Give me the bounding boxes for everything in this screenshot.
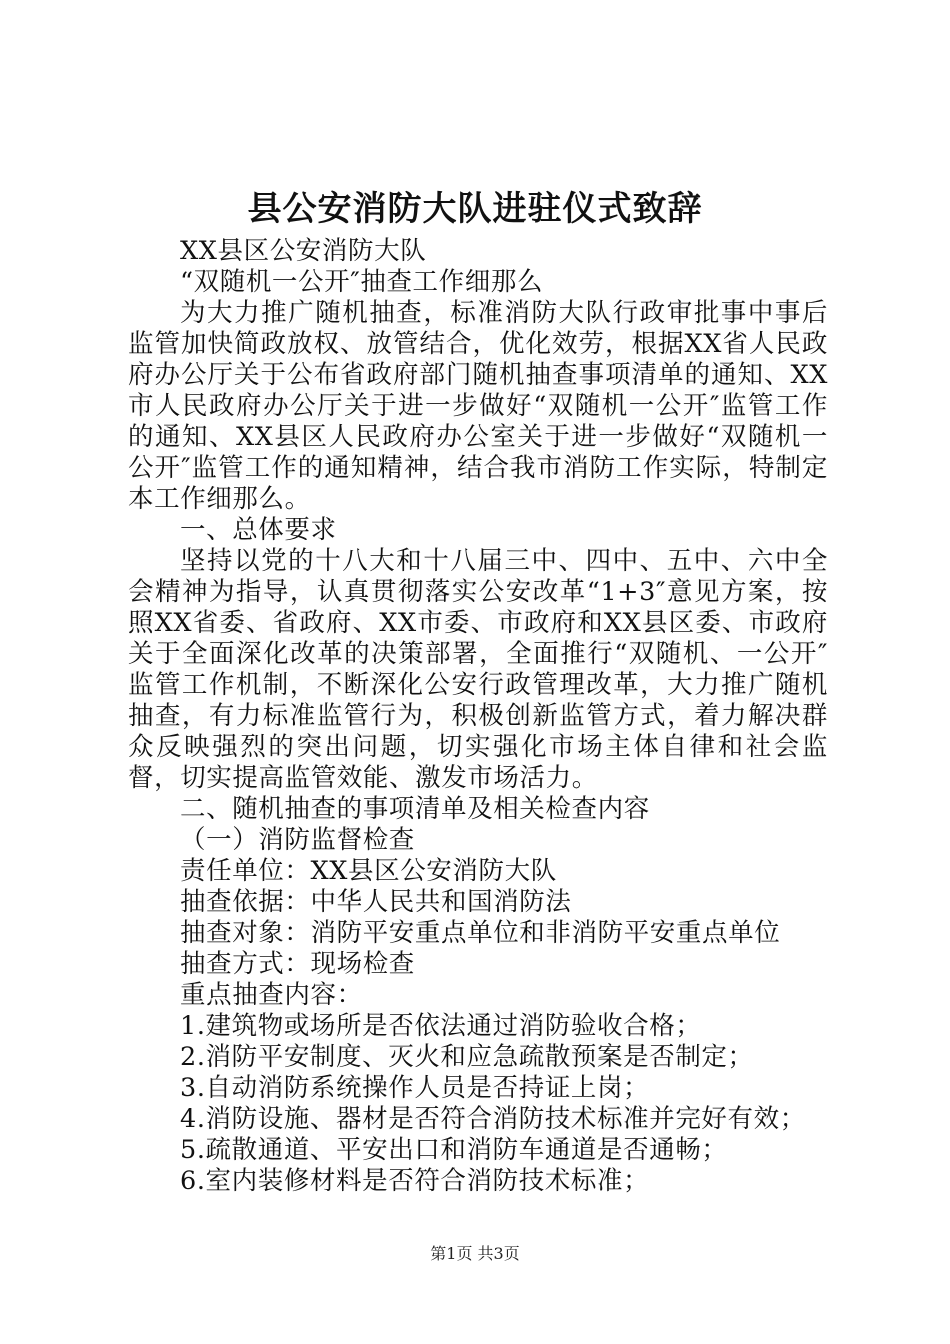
subtitle-line: “双随机一公开″抽查工作细那么 <box>180 267 544 297</box>
list-item: 3.自动消防系统操作人员是否持证上岗； <box>180 1073 650 1103</box>
document-body <box>128 236 828 1197</box>
page-number-footer: 第1页 共3页 <box>430 1244 520 1263</box>
inspection-method-line: 抽查方式：现场检查 <box>180 949 415 979</box>
responsible-unit-line: 责任单位：XX县区公安消防大队 <box>180 856 557 886</box>
key-content-heading: 重点抽查内容： <box>180 980 363 1010</box>
list-item: 1.建筑物或场所是否依法通过消防验收合格； <box>180 1011 702 1041</box>
section-1-paragraph: 坚持以党的十八大和十八届三中、四中、五中、六中全会精神为指导，认真贯彻落实公安改革“1+3″意见方案，按照XX省委、省政府、XX市委、市政府和XX县区委、市政府关于全面深化改革的决策部署，全面推行“双随机、一公开″监管工作机制，不断深化公安行政管理改革，大力推广随机抽查，有力标准监管行为，积极创新监管方式，着力解决群众反映强烈的突出问题，切实强化市场主体自律和社会监督，切实提高监管效能、激发市场活力。 <box>128 546 828 793</box>
section-1-heading: 一、总体要求 <box>180 515 337 545</box>
list-item: 5.疏散通道、平安出口和消防车通道是否通畅； <box>180 1135 728 1165</box>
intro-paragraph: 为大力推广随机抽查，标准消防大队行政审批事中事后监管加快简政放权、放管结合，优化效劳，根据XX省人民政府办公厅关于公布省政府部门随机抽查事项清单的通知、XX市人民政府办公厅关于进一步做好“双随机一公开″监管工作的通知、XX县区人民政府办公室关于进一步做好“双随机一公开″监管工作的通知精神，结合我市消防工作实际，特制定本工作细那么。 <box>128 298 828 514</box>
document-title: 县公安消防大队进驻仪式致辞 <box>247 189 703 229</box>
inspection-basis-line: 抽查依据：中华人民共和国消防法 <box>180 887 572 917</box>
organization-line: XX县区公安消防大队 <box>180 236 427 266</box>
list-item: 6.室内装修材料是否符合消防技术标准； <box>180 1166 650 1196</box>
list-item: 4.消防设施、器材是否符合消防技术标准并完好有效； <box>180 1104 806 1134</box>
inspection-target-line: 抽查对象：消防平安重点单位和非消防平安重点单位 <box>180 918 781 948</box>
list-item: 2.消防平安制度、灭火和应急疏散预案是否制定； <box>180 1042 754 1072</box>
subsection-1-heading: （一）消防监督检查 <box>180 825 415 855</box>
section-2-heading: 二、随机抽查的事项清单及相关检查内容 <box>180 794 650 824</box>
